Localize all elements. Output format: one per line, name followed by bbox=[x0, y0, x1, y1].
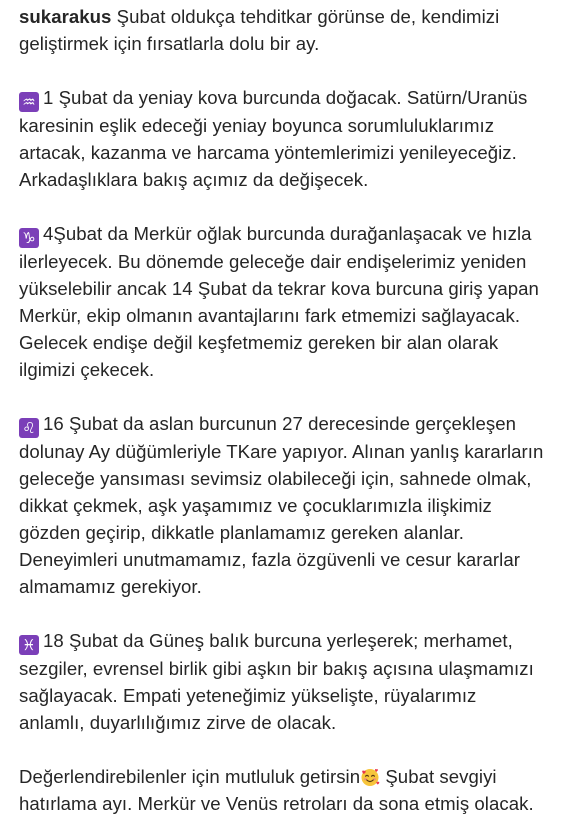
caption-text: 1 Şubat da yeniay kova burcunda doğacak. Satürn/Uranüs bbox=[43, 87, 528, 108]
caption-line: dikkat çekmek, aşk yaşamımız ve çocuklarımızla ilişkimiz bbox=[19, 495, 492, 516]
section-leo bbox=[19, 410, 575, 600]
caption-line: sezgiler, evrensel birlik gibi aşkın bir bakış açısına ulaşmamızı bbox=[19, 658, 534, 679]
caption-line: Arkadaşlıklara bakış açımız da değişecek. bbox=[19, 169, 369, 190]
section-capricorn bbox=[19, 220, 575, 383]
caption-line: Merkür, ekip olmanın avantajlarını fark etmemizi sağlayacak. bbox=[19, 305, 521, 326]
caption-line: gözden geçirip, dikkatle planlamamız gereken alanlar. bbox=[19, 522, 465, 543]
pisces-icon: ♓ bbox=[19, 635, 39, 655]
smiling-face-with-hearts-icon bbox=[360, 767, 380, 787]
caption-text: 18 Şubat da Güneş balık burcuna yerleşerek; merhamet, bbox=[43, 630, 513, 651]
caption-line: ilerleyecek. Bu dönemde geleceğe dair endişelerimiz yeniden bbox=[19, 251, 527, 272]
caption-line: sağlayacak. Empati yeteneğimiz yükselişte, rüyalarımız bbox=[19, 685, 477, 706]
caption-line: geliştirmek için fırsatlarla dolu bir ay. bbox=[19, 33, 320, 54]
caption-line bbox=[19, 220, 575, 248]
caption-line bbox=[19, 410, 575, 438]
caption-intro bbox=[19, 3, 575, 57]
caption-line: ilgimizi çekecek. bbox=[19, 359, 155, 380]
caption-line: karesinin eşlik edeceği yeniay boyunca sorumluluklarımız bbox=[19, 115, 495, 136]
caption-line bbox=[19, 627, 575, 655]
leo-icon: ♌ bbox=[19, 418, 39, 438]
caption-line: almamamız gerekiyor. bbox=[19, 576, 202, 597]
capricorn-icon: ♑ bbox=[19, 228, 39, 248]
caption-text: Şubat oldukça tehditkar görünse de, kendimizi bbox=[116, 6, 500, 27]
aquarius-icon: ♒ bbox=[19, 92, 39, 112]
username-link[interactable]: sukarakus bbox=[19, 6, 112, 27]
caption-line bbox=[19, 84, 575, 112]
caption-text: 16 Şubat da aslan burcunun 27 derecesinde gerçekleşen bbox=[43, 413, 516, 434]
caption-line bbox=[19, 3, 575, 30]
caption-line: dolunay Ay düğümleriyle TKare yapıyor. Alınan yanlış kararların bbox=[19, 441, 544, 462]
caption-line: Gelecek endişe değil keşfetmemiz gereken bir alan olarak bbox=[19, 332, 499, 353]
section-aquarius bbox=[19, 84, 575, 193]
caption-text: 4Şubat da Merkür oğlak burcunda durağanlaşacak ve hızla bbox=[43, 223, 532, 244]
section-pisces bbox=[19, 627, 575, 736]
caption-line: geleceğe yansıması sevimsiz olabileceği için, sahnede olmak, bbox=[19, 468, 532, 489]
caption-line: Deneyimleri unutmamamız, fazla özgüvenli ve cesur kararlar bbox=[19, 549, 520, 570]
caption-closing bbox=[19, 763, 575, 817]
post-caption bbox=[19, 3, 575, 817]
caption-line: hatırlama ayı. Merkür ve Venüs retroları da sona etmiş olacak. bbox=[19, 793, 534, 814]
caption-line: artacak, kazanma ve harcama yöntemlerimizi yenileyeceğiz. bbox=[19, 142, 517, 163]
caption-text: Şubat sevgiyi bbox=[385, 766, 497, 787]
caption-line: anlamlı, duyarlılığımız zirve de olacak. bbox=[19, 712, 337, 733]
caption-text: Değerlendirebilenler için mutluluk getirsin bbox=[19, 766, 361, 787]
caption-line: yükselebilir ancak 14 Şubat da tekrar kova burcuna giriş yapan bbox=[19, 278, 539, 299]
caption-line bbox=[19, 763, 575, 790]
